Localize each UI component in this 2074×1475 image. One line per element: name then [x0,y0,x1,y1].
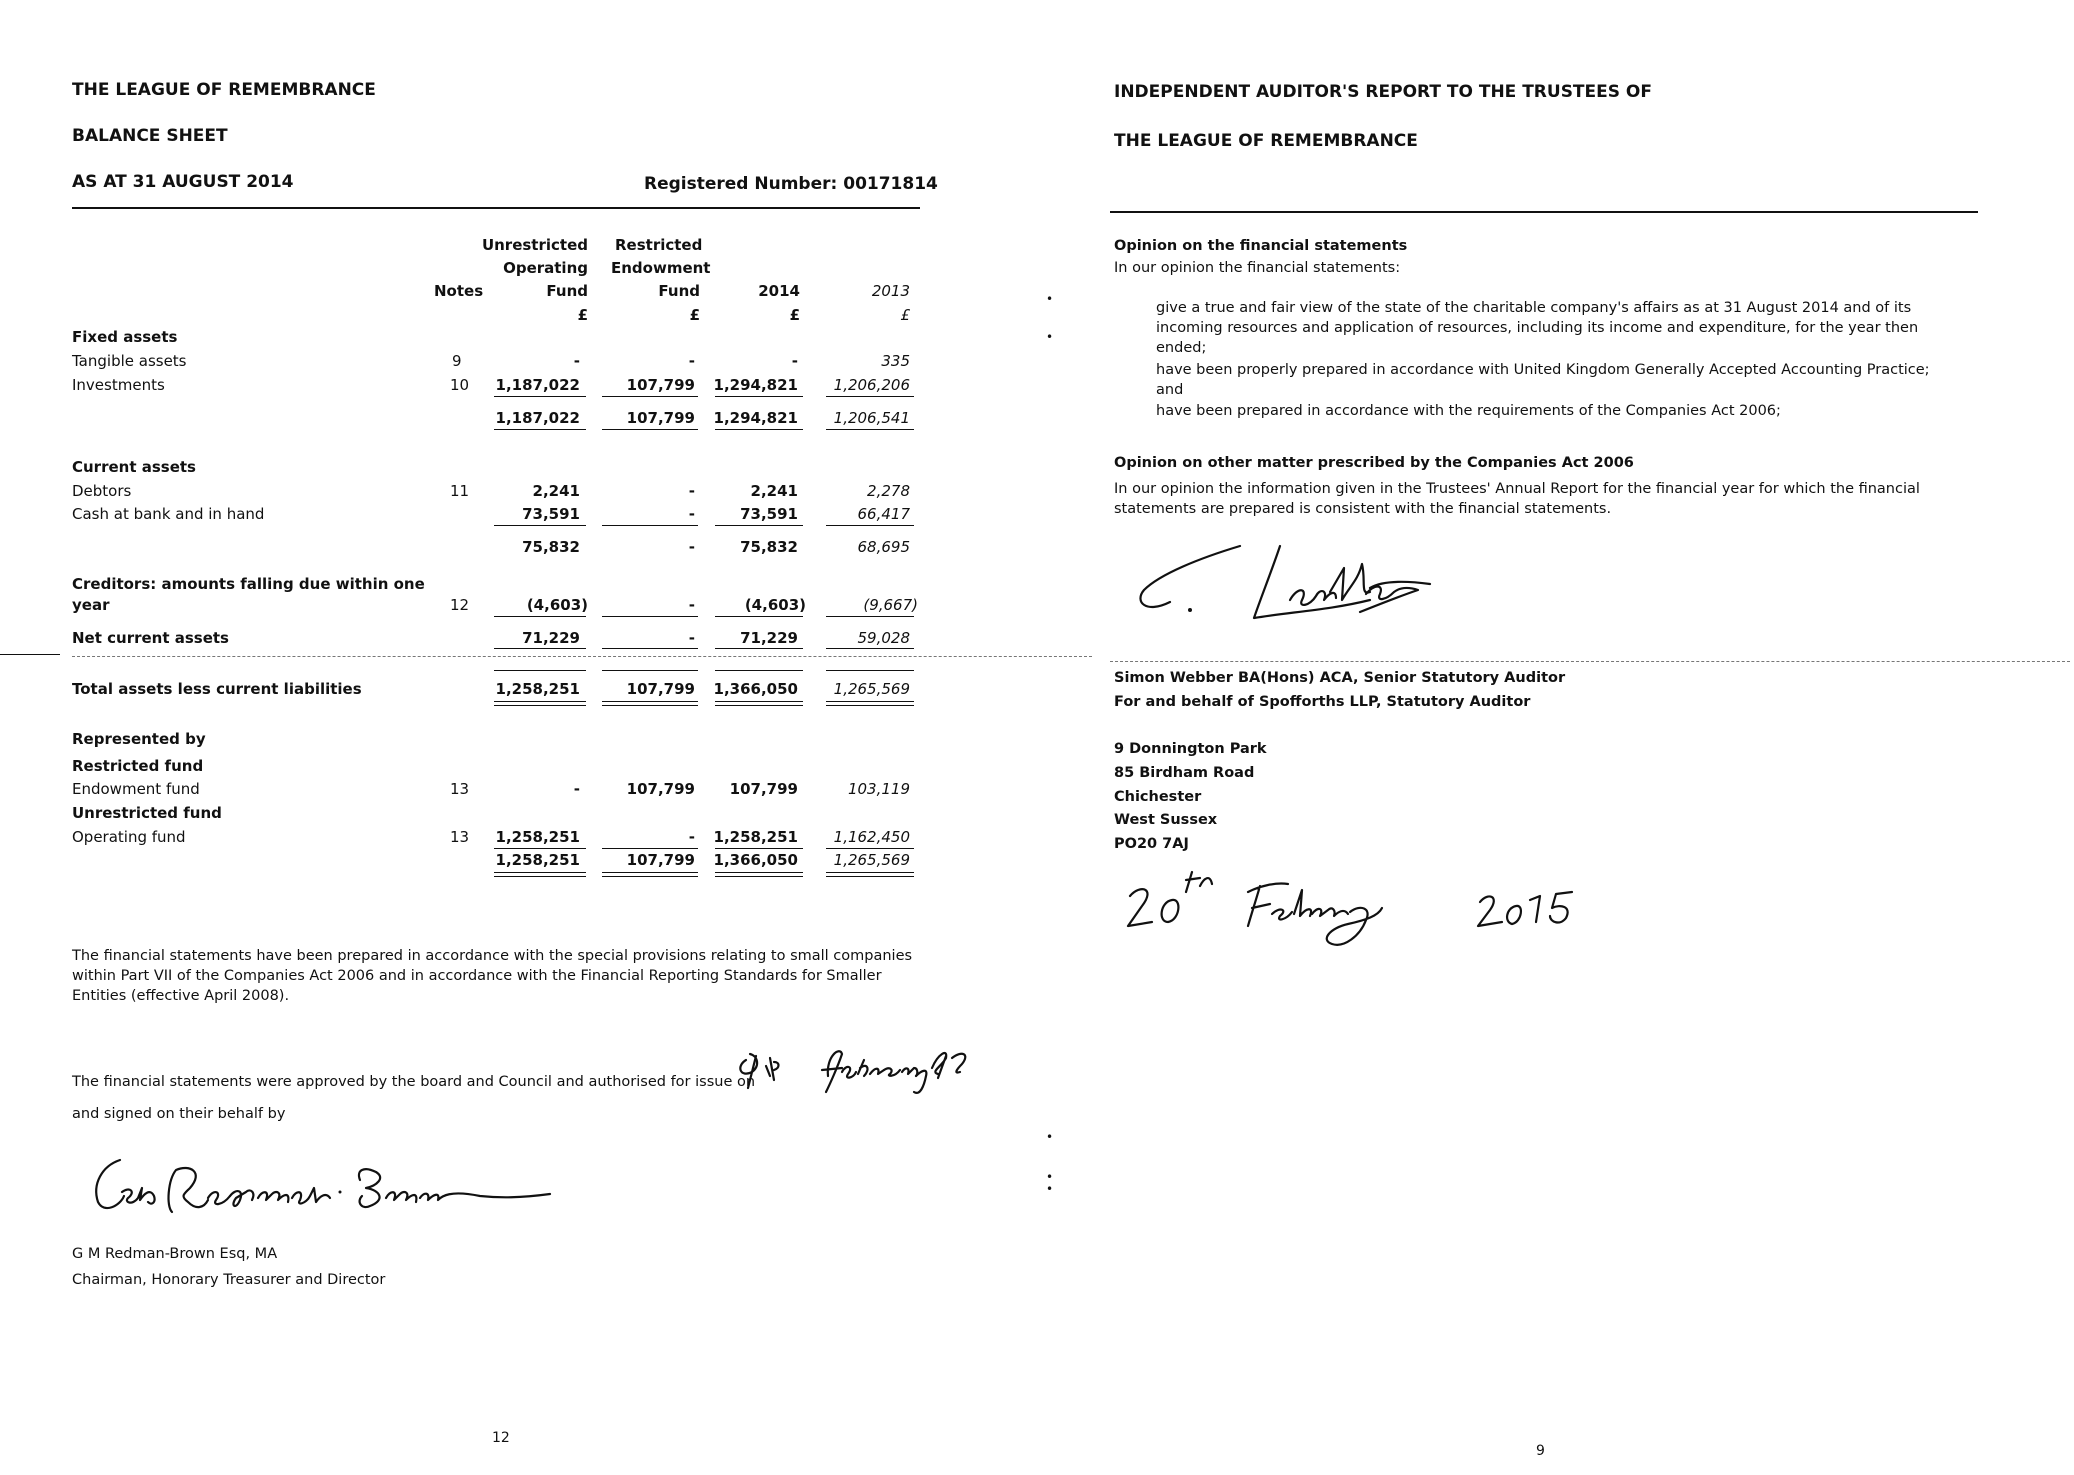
cell-2014: - [791,352,798,370]
currency-2013: £ [900,306,910,324]
cell-res: - [688,482,695,500]
address-line: PO20 7AJ [1114,836,1189,852]
other-matter-heading: Opinion on other matter prescribed by the Companies Act 2006 [1114,455,1634,471]
opinion-heading: Opinion on the financial statements [1114,238,1408,254]
cell-res: 107,799 [626,851,695,869]
cell-res: - [688,629,695,647]
row-label: Debtors [72,482,132,500]
cell-2013: 1,206,541 [833,409,910,427]
cell-2013: 1,265,569 [833,680,910,698]
cell-unres: - [573,780,580,798]
opinion-bullet-1: give a true and fair view of the state of the charitable company's affairs as at 31 August 2014 and of its incoming resources and application of resources, including its income and expenditure, for the year then ended; [1156,300,1919,356]
row-label: Tangible assets [72,352,187,370]
cell-2013: 66,417 [857,505,910,523]
right-header-rule [1110,211,1978,213]
registered-number: Registered Number: 00171814 [644,174,938,194]
other-matter-text: In our opinion the information given in the Trustees' Annual Report for the financial year for which the financial statements are prepared is consistent with the financial statements. [1114,481,1920,517]
row-note: 12 [450,596,470,614]
cell-2014: 2,241 [750,482,798,500]
cell-2013: 1,206,206 [833,376,910,394]
approval-line1: The financial statements were approved by the board and Council and authorised for issue on [72,1074,756,1090]
cell-2013: 2,278 [867,482,910,500]
cell-unres: - [573,352,580,370]
cell-unres: 1,258,251 [495,828,580,846]
cell-res: - [688,505,695,523]
opinion-bullet-2: have been properly prepared in accordance with United Kingdom Generally Accepted Accounting Practice; and [1156,362,1930,398]
cell-2014: 1,366,050 [713,851,798,869]
cell-2013: 59,028 [857,629,910,647]
col-unres-l2: Operating [503,259,588,277]
cell-2014: 1,258,251 [713,828,798,846]
auditor-firm: For and behalf of Spofforths LLP, Statutory Auditor [1114,694,1531,710]
as-at-date: AS AT 31 AUGUST 2014 [72,172,294,192]
currency-unres: £ [577,306,588,324]
cell-2014: 107,799 [729,780,798,798]
org-title: THE LEAGUE OF REMEMBRANCE [72,80,376,100]
doc-title: BALANCE SHEET [72,126,228,146]
col-2013: 2013 [871,282,910,300]
auditor-handwritten-date [1120,856,1580,966]
row-note: 10 [450,376,470,394]
address-line: 9 Donnington Park [1114,741,1267,757]
cell-unres: 1,187,022 [495,376,580,394]
cell-2013: 1,162,450 [833,828,910,846]
cell-res: - [688,352,695,370]
page-number-right: 9 [1536,1443,1545,1459]
fixed-assets-heading: Fixed assets [72,328,178,346]
cell-res: 107,799 [626,680,695,698]
signatory-role: Chairman, Honorary Treasurer and Director [72,1272,386,1288]
cell-2013: 103,119 [847,780,910,798]
current-assets-heading: Current assets [72,458,196,476]
cell-unres: 71,229 [522,629,580,647]
cell-2014: 1,294,821 [713,409,798,427]
row-label-cont: year [72,596,110,614]
cell-unres: 1,187,022 [495,409,580,427]
col-notes: Notes [434,282,484,300]
cell-res: 107,799 [626,409,695,427]
currency-2014: £ [789,306,800,324]
row-note: 13 [450,780,470,798]
cell-res: - [688,538,695,556]
row-note: 9 [452,352,462,370]
cell-2014: 75,832 [740,538,798,556]
cell-unres: 75,832 [522,538,580,556]
auditor-signature-text [1140,580,1145,581]
scan-mark: • [1046,330,1054,344]
cell-unres: 73,591 [522,505,580,523]
row-label: Creditors: amounts falling due within one [72,575,425,593]
handwritten-date-text [730,1050,738,1051]
col-unres-l1: Unrestricted [481,236,588,254]
signatory-name: G M Redman-Brown Esq, MA [72,1246,278,1262]
cell-2014: (4,603) [744,596,806,614]
col-res-l2: Endowment [611,259,711,277]
col-unres-l3: Fund [546,282,588,300]
auditor-handwritten-date-text [1120,900,1130,901]
auditor-name: Simon Webber BA(Hons) ACA, Senior Statutory Auditor [1114,670,1566,686]
footnote: The financial statements have been prepared in accordance with the special provisions relating to small companies within Part VII of the Companies Act 2006 and in accordance with the Financial Reporting Standards for Smaller Entities (effective April 2008). [72,948,913,1004]
auditor-report-subtitle: THE LEAGUE OF REMEMBRANCE [1114,131,1418,151]
scan-mark: • [1046,1182,1054,1196]
opinion-intro: In our opinion the financial statements: [1114,260,1401,276]
cell-2013: 1,265,569 [833,851,910,869]
unrestricted-fund-heading: Unrestricted fund [72,804,222,822]
opinion-bullet-3: have been prepared in accordance with the requirements of the Companies Act 2006; [1156,403,1781,419]
currency-res: £ [689,306,700,324]
cell-unres: (4,603) [526,596,588,614]
row-note: 11 [450,482,470,500]
chairman-signature-text [80,1160,90,1161]
cell-2013: 68,695 [857,538,910,556]
cell-2013: (9,667) [863,596,918,614]
page-number-left: 12 [492,1430,510,1446]
auditor-report-title: INDEPENDENT AUDITOR'S REPORT TO THE TRUSTEES OF [1114,82,1652,102]
row-label: Net current assets [72,629,229,647]
row-label: Investments [72,376,165,394]
represented-heading: Represented by [72,730,206,748]
cell-2013: 335 [881,352,910,370]
restricted-fund-heading: Restricted fund [72,757,204,775]
col-res-l3: Fund [658,282,700,300]
cell-unres: 1,258,251 [495,680,580,698]
scan-mark: • [1046,1130,1054,1144]
row-label: Cash at bank and in hand [72,505,265,523]
row-note: 13 [450,828,470,846]
cell-res: - [688,828,695,846]
address-line: West Sussex [1114,812,1218,828]
cell-2014: 1,366,050 [713,680,798,698]
cell-res: 107,799 [626,376,695,394]
cell-2014: 1,294,821 [713,376,798,394]
address-line: Chichester [1114,789,1202,805]
row-label: Endowment fund [72,780,200,798]
scan-mark: • [1046,292,1054,306]
scan-mark: • [1046,1170,1054,1184]
cell-2014: 71,229 [740,629,798,647]
header-rule [72,207,920,209]
cell-res: - [688,596,695,614]
col-res-l1: Restricted [615,236,703,254]
row-label: Operating fund [72,828,186,846]
approval-line2: and signed on their behalf by [72,1106,286,1122]
auditor-signature [1130,540,1460,630]
row-label: Total assets less current liabilities [72,680,362,698]
cell-res: 107,799 [626,780,695,798]
chairman-signature [80,1140,560,1230]
address-line: 85 Birdham Road [1114,765,1255,781]
cell-unres: 1,258,251 [495,851,580,869]
cell-2014: 73,591 [740,505,798,523]
cell-unres: 2,241 [532,482,580,500]
col-2014: 2014 [758,282,800,300]
handwritten-date [730,1036,1020,1106]
